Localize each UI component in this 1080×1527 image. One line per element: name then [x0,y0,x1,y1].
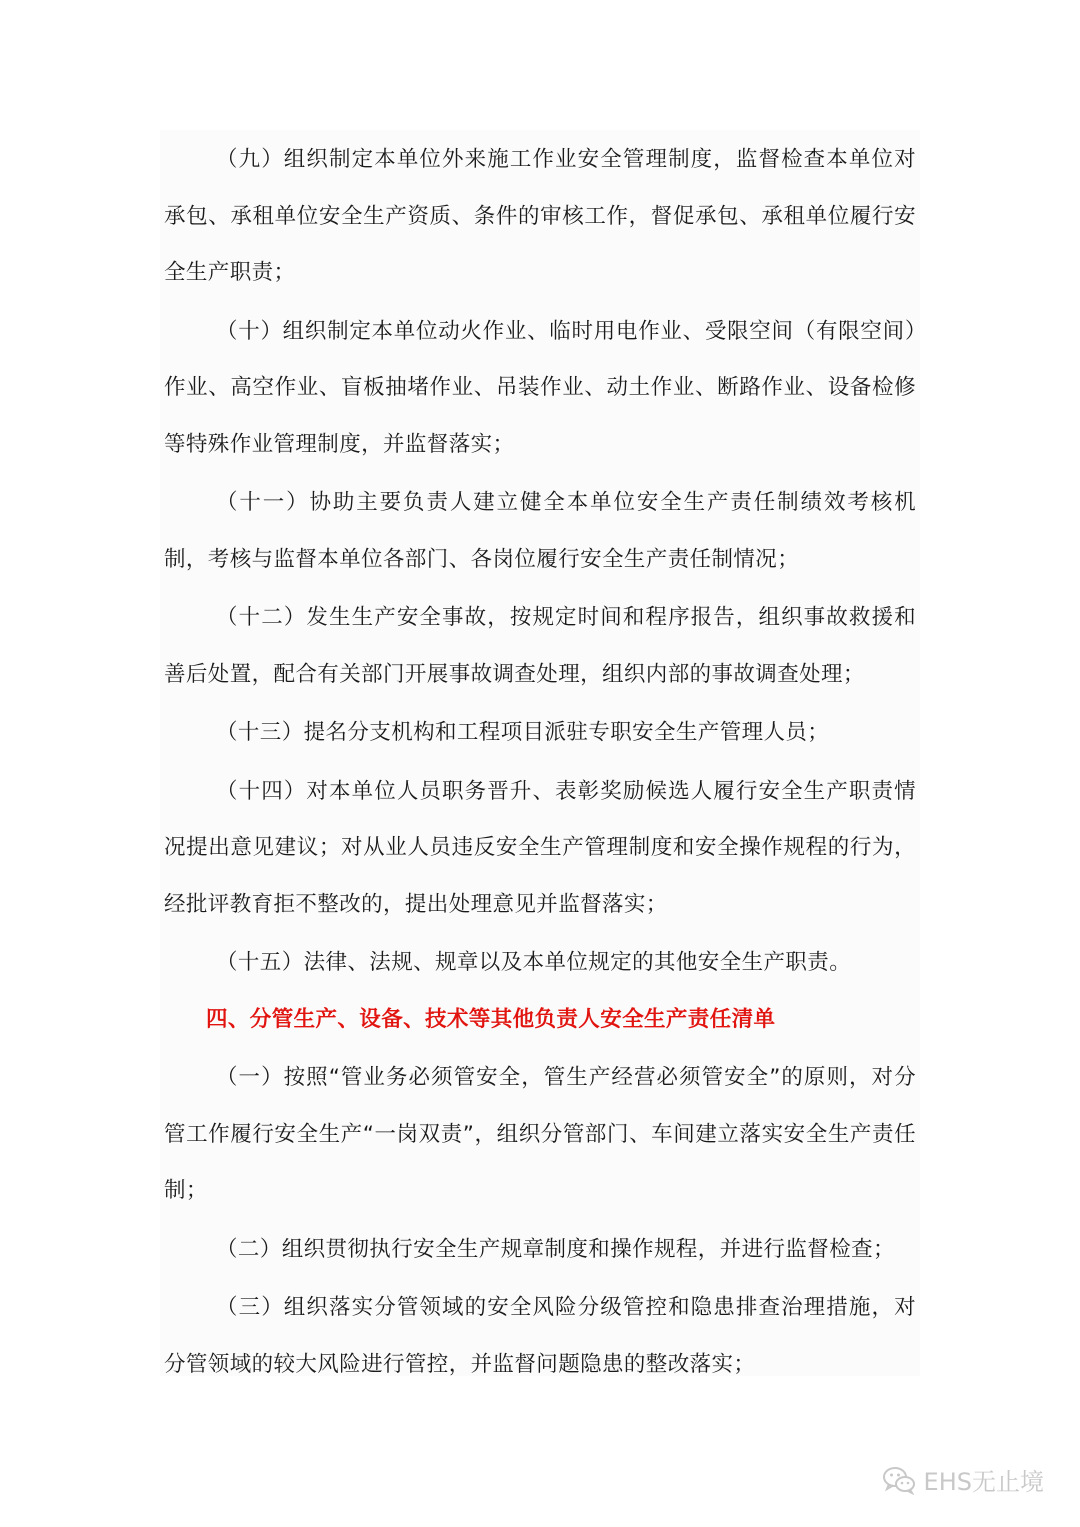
watermark-text: EHS无止境 [923,1468,1044,1496]
paragraph-12: （十二）发生生产安全事故，按规定时间和程序报告，组织事故救援和善后处置，配合有关部门开展事故调查处理，组织内部的事故调查处理； [164,605,916,687]
watermark [882,1462,1044,1497]
section-paragraph-3: （三）组织落实分管领域的安全风险分级管控和隐患排查治理措施，对分管领域的较大风险进行管控，并监督问题隐患的整改落实； [164,1295,916,1377]
paragraph-9: （九）组织制定本单位外来施工作业安全管理制度，监督检查本单位对承包、承租单位安全生产资质、条件的审核工作，督促承包、承租单位履行安全生产职责； [164,147,916,285]
paragraph-10: （十）组织制定本单位动火作业、临时用电作业、受限空间（有限空间）作业、高空作业、盲板抽堵作业、吊装作业、动土作业、断路作业、设备检修等特殊作业管理制度，并监督落实； [164,318,916,457]
section-heading: 四、分管生产、设备、技术等其他负责人安全生产责任清单 [206,1006,776,1032]
wechat-icon [882,1465,916,1495]
paragraph-11: （十一）协助主要负责人建立健全本单位安全生产责任制绩效考核机制，考核与监督本单位各部门、各岗位履行安全生产责任制情况； [164,490,916,572]
document-page [160,130,920,1376]
section-paragraph-2: （二）组织贯彻执行安全生产规章制度和操作规程，并进行监督检查； [216,1236,895,1262]
paragraph-13: （十三）提名分支机构和工程项目派驻专职安全生产管理人员； [216,720,830,745]
section-paragraph-1: （一）按照“管业务必须管安全，管生产经营必须管安全”的原则，对分管工作履行安全生产“一岗双责”，组织分管部门、车间建立落实安全生产责任制； [164,1065,916,1203]
paragraph-14: （十四）对本单位人员职务晋升、表彰奖励候选人履行安全生产职责情况提出意见建议；对从业人员违反安全生产管理制度和安全操作规程的行为，经批评教育拒不整改的，提出处理意见并监督落实； [164,778,916,917]
paragraph-15: （十五）法律、法规、规章以及本单位规定的其他安全生产职责。 [216,950,852,975]
